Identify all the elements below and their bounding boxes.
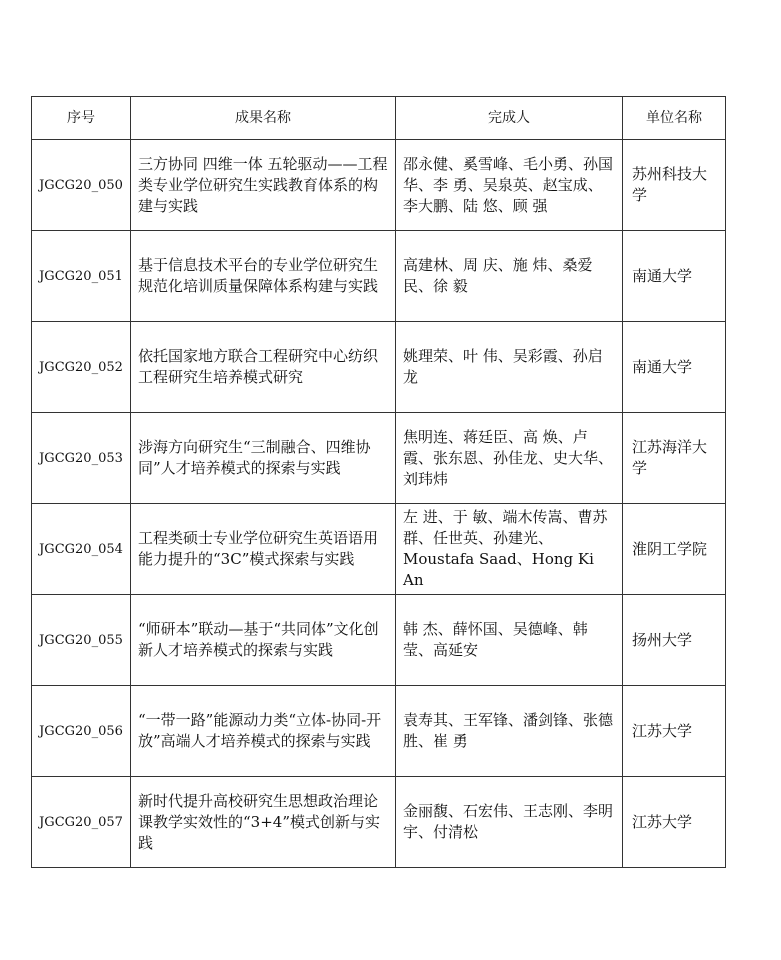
table-row xyxy=(32,777,726,868)
row-code: JGCG20_053 xyxy=(32,413,131,504)
row-unit: 南通大学 xyxy=(623,231,726,322)
row-achievement-name: 新时代提升高校研究生思想政治理论课教学实效性的“3+4”模式创新与实践 xyxy=(131,777,396,868)
row-code: JGCG20_055 xyxy=(32,595,131,686)
row-achievement-name: “一带一路”能源动力类“立体-协同-开放”高端人才培养模式的探索与实践 xyxy=(131,686,396,777)
table-header xyxy=(32,97,726,140)
row-unit: 江苏大学 xyxy=(623,777,726,868)
header-name: 成果名称 xyxy=(131,97,396,140)
header-code: 序号 xyxy=(32,97,131,140)
row-code: JGCG20_057 xyxy=(32,777,131,868)
row-achievement-name: “师研本”联动—基于“共同体”文化创新人才培养模式的探索与实践 xyxy=(131,595,396,686)
row-achievement-name: 依托国家地方联合工程研究中心纺织工程研究生培养模式研究 xyxy=(131,322,396,413)
table-row xyxy=(32,504,726,595)
table-body xyxy=(32,140,726,868)
row-contributors: 姚理荣、叶 伟、吴彩霞、孙启龙 xyxy=(396,322,623,413)
row-achievement-name: 涉海方向研究生“三制融合、四维协同”人才培养模式的探索与实践 xyxy=(131,413,396,504)
row-contributors: 左 进、于 敏、端木传嵩、曹苏群、任世英、孙建光、Moustafa Saad、Hong Ki An xyxy=(396,504,623,595)
row-code: JGCG20_051 xyxy=(32,231,131,322)
table-row xyxy=(32,686,726,777)
table-row xyxy=(32,140,726,231)
results-table xyxy=(31,96,726,868)
table-row xyxy=(32,231,726,322)
row-unit: 江苏大学 xyxy=(623,686,726,777)
row-contributors: 袁寿其、王军锋、潘剑锋、张德胜、崔 勇 xyxy=(396,686,623,777)
table-row xyxy=(32,595,726,686)
header-unit: 单位名称 xyxy=(623,97,726,140)
row-contributors: 高建林、周 庆、施 炜、桑爱民、徐 毅 xyxy=(396,231,623,322)
table-row xyxy=(32,413,726,504)
row-achievement-name: 基于信息技术平台的专业学位研究生规范化培训质量保障体系构建与实践 xyxy=(131,231,396,322)
row-unit: 江苏海洋大学 xyxy=(623,413,726,504)
row-achievement-name: 三方协同 四维一体 五轮驱动——工程类专业学位研究生实践教育体系的构建与实践 xyxy=(131,140,396,231)
row-contributors: 韩 杰、薛怀国、吴德峰、韩 莹、高延安 xyxy=(396,595,623,686)
row-unit: 苏州科技大学 xyxy=(623,140,726,231)
row-contributors: 邵永健、奚雪峰、毛小勇、孙国华、李 勇、吴泉英、赵宝成、李大鹏、陆 悠、顾 强 xyxy=(396,140,623,231)
row-code: JGCG20_054 xyxy=(32,504,131,595)
row-unit: 淮阴工学院 xyxy=(623,504,726,595)
table-row xyxy=(32,322,726,413)
row-unit: 扬州大学 xyxy=(623,595,726,686)
row-contributors: 金丽馥、石宏伟、王志刚、李明宇、付清松 xyxy=(396,777,623,868)
row-unit: 南通大学 xyxy=(623,322,726,413)
row-code: JGCG20_052 xyxy=(32,322,131,413)
row-achievement-name: 工程类硕士专业学位研究生英语语用能力提升的“3C”模式探索与实践 xyxy=(131,504,396,595)
header-people: 完成人 xyxy=(396,97,623,140)
header-row xyxy=(32,97,726,140)
row-contributors: 焦明连、蒋廷臣、高 焕、卢 霞、张东恩、孙佳龙、史大华、刘玮炜 xyxy=(396,413,623,504)
row-code: JGCG20_050 xyxy=(32,140,131,231)
row-code: JGCG20_056 xyxy=(32,686,131,777)
